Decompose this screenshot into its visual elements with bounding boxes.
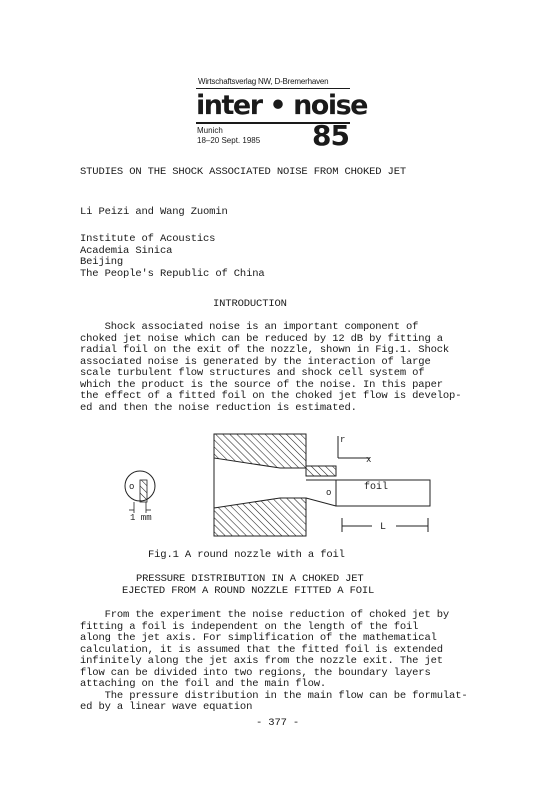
introduction-paragraph (80, 322, 461, 414)
figure-label-o-big: o (326, 488, 332, 498)
paragraph-line: which the product is the source of the noise. In this paper (80, 378, 443, 391)
figure-label-x: x (366, 455, 372, 465)
header-rule-top (196, 88, 350, 89)
nozzle-wall-lower (214, 498, 306, 536)
affiliation-line: Institute of Acoustics (80, 233, 216, 245)
venue-city: Munich (197, 126, 223, 135)
affiliation-line: Beijing (80, 256, 124, 268)
heading-line: EJECTED FROM A ROUND NOZZLE FITTED A FOIL (122, 584, 375, 597)
page-number: - 377 - (256, 717, 300, 729)
figure-label-length: L (380, 522, 387, 533)
nozzle-lip (306, 466, 336, 476)
heading-line: PRESSURE DISTRIBUTION IN A CHOKED JET (136, 573, 364, 585)
affiliation-block (80, 234, 265, 280)
paragraph-line: Shock associated noise is an important component of (80, 321, 419, 333)
conference-year: 85 (312, 119, 349, 152)
paragraph-line: attaching on the foil and the main flow. (80, 678, 327, 690)
affiliation-line: Academia Sinica (80, 244, 173, 257)
paragraph-line: From the experiment the noise reduction of choked jet by (80, 609, 450, 621)
paragraph-line: The pressure distribution in the main flow can be formulat- (80, 689, 468, 702)
conference-logo: inter • noise (196, 90, 367, 121)
venue-dates: 18–20 Sept. 1985 (197, 136, 261, 145)
paragraph-line: along the jet axis. For simplification of the mathematical (80, 632, 437, 644)
foil-cross-section (140, 480, 147, 502)
paper-title: STUDIES ON THE SHOCK ASSOCIATED NOISE FROM CHOKED JET (80, 166, 407, 178)
section-heading-pressure-distribution (80, 574, 480, 597)
figure-label-scale: 1 mm (130, 513, 152, 523)
paragraph-line: ed and then the noise reduction is estimated. (80, 401, 357, 414)
paragraph-line: scale turbulent flow structures and shock cell system of (80, 367, 425, 379)
figure-caption: Fig.1 A round nozzle with a foil (148, 549, 345, 561)
paragraph-line: ed by a linear wave equation (80, 701, 253, 713)
paragraph-line: flow can be divided into two regions, the boundary layers (80, 666, 431, 679)
paragraph-line: choked jet noise which can be reduced by 12 dB by fitting a (80, 332, 443, 345)
paragraph-line: the effect of a fitted foil on the choked jet flow is develop- (80, 390, 462, 402)
paragraph-line: infinitely along the jet axis from the nozzle exit. The jet (80, 655, 443, 667)
authors: Li Peizi and Wang Zuomin (80, 206, 228, 218)
figure-nozzle-with-foil (110, 428, 450, 543)
affiliation-line: The People's Republic of China (80, 267, 265, 280)
publisher-line: Wirtschaftsverlag NW, D-Bremerhaven (198, 77, 329, 86)
section-heading-introduction: INTRODUCTION (213, 298, 287, 310)
paragraph-line: radial foil on the exit of the nozzle, shown in Fig.1. Shock (80, 344, 450, 356)
figure-label-o-small: o (129, 482, 135, 492)
pressure-distribution-paragraph (80, 610, 468, 714)
paragraph-line: associated noise is generated by the interaction of large (80, 355, 431, 368)
nozzle-wall-upper (214, 434, 306, 468)
figure-label-r: r (340, 435, 346, 445)
paragraph-line: calculation, it is assumed that the fitted foil is extended (80, 643, 443, 656)
paragraph-line: fitting a foil is independent on the length of the foil (80, 620, 419, 633)
figure-label-foil: foil (364, 482, 389, 493)
